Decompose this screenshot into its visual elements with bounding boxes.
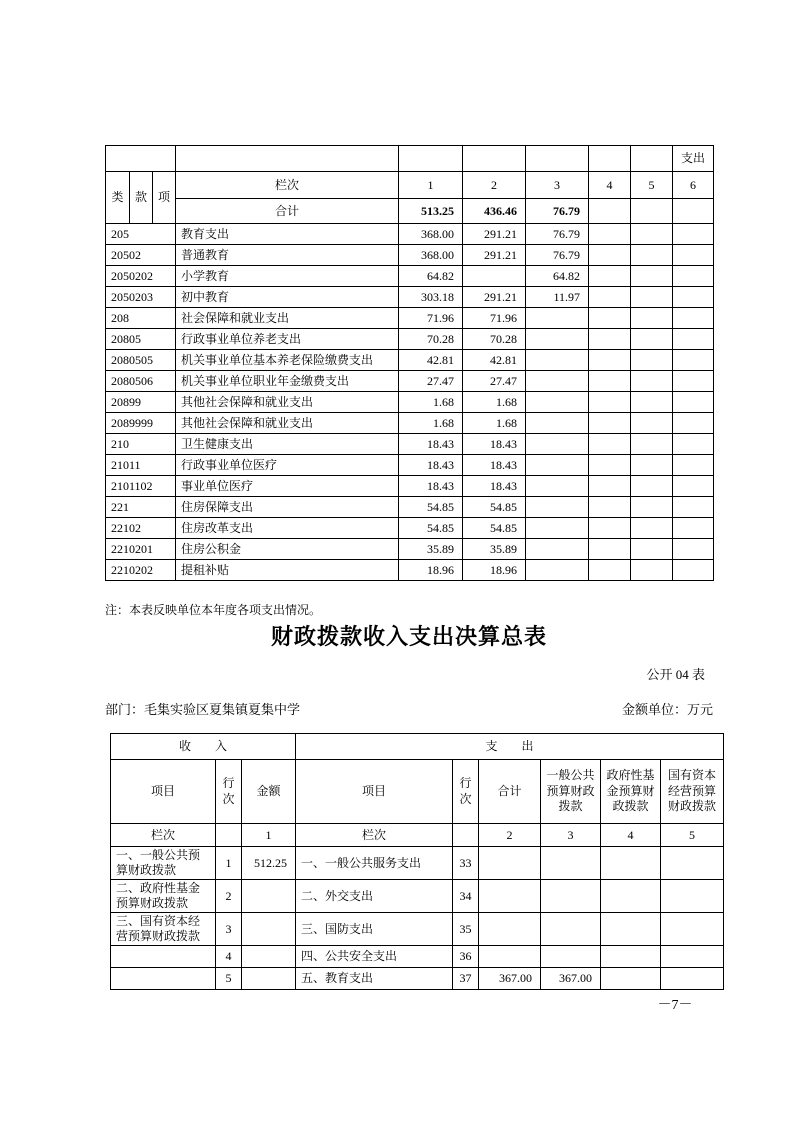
amount-col6-cell (673, 245, 714, 266)
expense-item-cell: 一、一般公共服务支出 (296, 847, 453, 880)
amount-col5-cell (631, 287, 673, 308)
lanci-number: 3 (541, 824, 601, 847)
header-lei: 类 (106, 172, 130, 224)
total-col2: 436.46 (463, 199, 526, 224)
item-code-cell: 221 (106, 497, 176, 518)
amount-col5-cell (631, 392, 673, 413)
lanci-number: 6 (673, 172, 714, 199)
income-amount-cell: 512.25 (242, 847, 296, 880)
amount-col6-cell (673, 308, 714, 329)
gov-fund-cell (601, 946, 661, 968)
doc-label: 公开 04 表 (646, 667, 705, 682)
income-line-cell: 4 (216, 946, 242, 968)
amount-col1-cell: 1.68 (399, 392, 463, 413)
income-item-cell (111, 946, 216, 968)
amount-col3-cell (526, 371, 589, 392)
amount-col6-cell (673, 476, 714, 497)
total-col1: 513.25 (399, 199, 463, 224)
department-line (105, 699, 713, 718)
income-amount-cell (242, 946, 296, 968)
amount-col2-cell: 54.85 (463, 497, 526, 518)
header-gov-fund: 政府性基金预算财政拨款 (601, 760, 661, 824)
amount-col4-cell (589, 245, 631, 266)
table-row (106, 224, 714, 245)
table-row (106, 476, 714, 497)
expense-item-cell: 二、外交支出 (296, 880, 453, 913)
gov-fund-cell (601, 913, 661, 946)
lanci-number: 3 (526, 172, 589, 199)
amount-col2-cell (463, 266, 526, 287)
item-code-cell: 2089999 (106, 413, 176, 434)
table-row (106, 455, 714, 476)
amount-col3-cell (526, 413, 589, 434)
amount-col4-cell (589, 266, 631, 287)
page-number: －7－ (657, 998, 693, 1013)
item-name-cell: 卫生健康支出 (176, 434, 399, 455)
income-item-cell: 三、国有资本经营预算财政拨款 (111, 913, 216, 946)
amount-col1-cell: 64.82 (399, 266, 463, 287)
amount-col6-cell (673, 434, 714, 455)
amount-col6-cell (673, 392, 714, 413)
item-code-cell: 20805 (106, 329, 176, 350)
header-general-budget: 一般公共预算财政拨款 (541, 760, 601, 824)
amount-col6-cell (673, 518, 714, 539)
income-line-cell: 1 (216, 847, 242, 880)
expense-total-cell (479, 847, 541, 880)
amount-col2-cell: 18.43 (463, 455, 526, 476)
amount-col5-cell (631, 455, 673, 476)
income-line-cell: 3 (216, 913, 242, 946)
amount-col2-cell: 18.43 (463, 476, 526, 497)
amount-col3-cell (526, 308, 589, 329)
item-name-cell: 社会保障和就业支出 (176, 308, 399, 329)
amount-col3-cell: 64.82 (526, 266, 589, 287)
expense-item-cell: 四、公共安全支出 (296, 946, 453, 968)
blank-cell (399, 146, 463, 172)
income-line-cell: 5 (216, 968, 242, 990)
unit-label: 金额单位：万元 (621, 702, 713, 717)
gov-fund-cell (601, 880, 661, 913)
state-capital-cell (661, 847, 724, 880)
header-xiang: 项 (153, 172, 176, 224)
item-code-cell: 21011 (106, 455, 176, 476)
table-row (111, 968, 724, 990)
general-budget-cell (541, 880, 601, 913)
amount-col4-cell (589, 539, 631, 560)
item-code-cell: 208 (106, 308, 176, 329)
amount-col2-cell: 70.28 (463, 329, 526, 350)
item-name-cell: 小学教育 (176, 266, 399, 287)
table-row (106, 434, 714, 455)
amount-col2-cell: 35.89 (463, 539, 526, 560)
amount-col3-cell (526, 392, 589, 413)
table-note: 注：本表反映单位本年度各项支出情况。 (105, 603, 322, 617)
amount-col2-cell: 54.85 (463, 518, 526, 539)
table-row (106, 329, 714, 350)
blank-cell (631, 146, 673, 172)
amount-col5-cell (631, 329, 673, 350)
expense-total-cell (479, 880, 541, 913)
item-name-cell: 其他社会保障和就业支出 (176, 392, 399, 413)
expenditure-detail-table (105, 145, 714, 581)
amount-col3-cell: 76.79 (526, 245, 589, 266)
amount-col2-cell: 1.68 (463, 413, 526, 434)
lanci-label: 栏次 (111, 824, 216, 847)
lanci-number: 2 (463, 172, 526, 199)
header-expense-item: 项目 (296, 760, 453, 824)
amount-col1-cell: 54.85 (399, 497, 463, 518)
general-budget-cell (541, 913, 601, 946)
table-row (106, 308, 714, 329)
lanci-number: 4 (589, 172, 631, 199)
table-row (106, 539, 714, 560)
table-row (106, 266, 714, 287)
expense-total-cell (479, 913, 541, 946)
item-name-cell: 其他社会保障和就业支出 (176, 413, 399, 434)
lanci-number: 5 (631, 172, 673, 199)
amount-col4-cell (589, 413, 631, 434)
item-code-cell: 2210202 (106, 560, 176, 581)
amount-col2-cell: 71.96 (463, 308, 526, 329)
amount-col3-cell: 11.97 (526, 287, 589, 308)
amount-col4-cell (589, 350, 631, 371)
item-name-cell: 机关事业单位职业年金缴费支出 (176, 371, 399, 392)
amount-col6-cell (673, 224, 714, 245)
item-name-cell: 行政事业单位养老支出 (176, 329, 399, 350)
total-col3: 76.79 (526, 199, 589, 224)
amount-col1-cell: 368.00 (399, 224, 463, 245)
section-header-row (111, 734, 724, 760)
income-item-cell (111, 968, 216, 990)
amount-col1-cell: 71.96 (399, 308, 463, 329)
amount-col6-cell (673, 266, 714, 287)
item-code-cell: 210 (106, 434, 176, 455)
item-code-cell: 2050202 (106, 266, 176, 287)
amount-col2-cell: 291.21 (463, 287, 526, 308)
amount-col3-cell: 76.79 (526, 224, 589, 245)
amount-col3-cell (526, 350, 589, 371)
amount-col2-cell: 27.47 (463, 371, 526, 392)
table-row (106, 287, 714, 308)
item-code-cell: 2210201 (106, 539, 176, 560)
income-amount-cell (242, 913, 296, 946)
table-row (111, 913, 724, 946)
lanci-row (111, 824, 724, 847)
expense-total-cell: 367.00 (479, 968, 541, 990)
total-row (106, 199, 714, 224)
table-row (106, 371, 714, 392)
amount-col1-cell: 27.47 (399, 371, 463, 392)
table-row (106, 413, 714, 434)
item-code-cell: 20502 (106, 245, 176, 266)
blank-corner-cell (106, 146, 176, 172)
total-col5 (631, 199, 673, 224)
page-title: 财政拨款收入支出决算总表 (270, 624, 547, 649)
item-code-cell: 2080506 (106, 371, 176, 392)
amount-col5-cell (631, 266, 673, 287)
amount-col5-cell (631, 350, 673, 371)
table-row (106, 518, 714, 539)
amount-col6-cell (673, 350, 714, 371)
lanci-blank (216, 824, 242, 847)
lanci-label: 栏次 (296, 824, 453, 847)
item-name-cell: 初中教育 (176, 287, 399, 308)
expense-item-cell: 五、教育支出 (296, 968, 453, 990)
gov-fund-cell (601, 847, 661, 880)
header-income-amount: 金额 (242, 760, 296, 824)
amount-col1-cell: 18.43 (399, 476, 463, 497)
item-name-cell: 住房改革支出 (176, 518, 399, 539)
header-state-capital: 国有资本经营预算财政拨款 (661, 760, 724, 824)
table-row (106, 350, 714, 371)
amount-col3-cell (526, 518, 589, 539)
expense-line-cell: 37 (453, 968, 479, 990)
table-row (106, 245, 714, 266)
amount-col4-cell (589, 455, 631, 476)
amount-col1-cell: 18.43 (399, 434, 463, 455)
amount-col4-cell (589, 287, 631, 308)
item-name-cell: 普通教育 (176, 245, 399, 266)
lanci-number: 5 (661, 824, 724, 847)
amount-col1-cell: 303.18 (399, 287, 463, 308)
header-income-item: 项目 (111, 760, 216, 824)
item-name-cell: 行政事业单位医疗 (176, 455, 399, 476)
item-code-cell: 205 (106, 224, 176, 245)
table-row (106, 392, 714, 413)
income-item-cell: 二、政府性基金预算财政拨款 (111, 880, 216, 913)
table-row (106, 497, 714, 518)
header-lanci: 栏次 (176, 172, 399, 199)
amount-col4-cell (589, 329, 631, 350)
amount-col6-cell (673, 413, 714, 434)
amount-col3-cell (526, 497, 589, 518)
income-item-cell: 一、一般公共预算财政拨款 (111, 847, 216, 880)
expense-line-cell: 33 (453, 847, 479, 880)
expense-section-header: 支 出 (296, 734, 724, 760)
amount-col3-cell (526, 434, 589, 455)
amount-col6-cell (673, 287, 714, 308)
income-amount-cell (242, 968, 296, 990)
table-row (106, 172, 714, 199)
amount-col4-cell (589, 518, 631, 539)
amount-col1-cell: 368.00 (399, 245, 463, 266)
total-col6 (673, 199, 714, 224)
blank-cell (176, 146, 399, 172)
blank-cell (463, 146, 526, 172)
amount-col5-cell (631, 476, 673, 497)
amount-col4-cell (589, 560, 631, 581)
amount-col5-cell (631, 434, 673, 455)
expenditure-corner-label: 支出 (673, 146, 714, 172)
amount-col5-cell (631, 497, 673, 518)
department-name: 部门：毛集实验区夏集镇夏集中学 (105, 702, 301, 717)
amount-col1-cell: 35.89 (399, 539, 463, 560)
amount-col5-cell (631, 371, 673, 392)
lanci-number: 1 (242, 824, 296, 847)
amount-col2-cell: 18.43 (463, 434, 526, 455)
amount-col6-cell (673, 329, 714, 350)
amount-col3-cell (526, 329, 589, 350)
item-name-cell: 教育支出 (176, 224, 399, 245)
amount-col5-cell (631, 413, 673, 434)
amount-col4-cell (589, 476, 631, 497)
amount-col3-cell (526, 539, 589, 560)
item-name-cell: 提租补贴 (176, 560, 399, 581)
amount-col5-cell (631, 518, 673, 539)
total-col4 (589, 199, 631, 224)
amount-col4-cell (589, 308, 631, 329)
amount-col2-cell: 1.68 (463, 392, 526, 413)
lanci-number: 4 (601, 824, 661, 847)
item-code-cell: 22102 (106, 518, 176, 539)
amount-col3-cell (526, 560, 589, 581)
general-budget-cell: 367.00 (541, 968, 601, 990)
state-capital-cell (661, 880, 724, 913)
table-row (111, 880, 724, 913)
amount-col2-cell: 291.21 (463, 245, 526, 266)
blank-cell (589, 146, 631, 172)
expense-line-cell: 34 (453, 880, 479, 913)
state-capital-cell (661, 968, 724, 990)
amount-col5-cell (631, 539, 673, 560)
amount-col5-cell (631, 224, 673, 245)
amount-col1-cell: 18.43 (399, 455, 463, 476)
amount-col6-cell (673, 455, 714, 476)
amount-col3-cell (526, 455, 589, 476)
expense-total-cell (479, 946, 541, 968)
amount-col6-cell (673, 371, 714, 392)
amount-col6-cell (673, 560, 714, 581)
table-row (106, 560, 714, 581)
column-header-row (111, 760, 724, 824)
amount-col1-cell: 70.28 (399, 329, 463, 350)
item-name-cell: 机关事业单位基本养老保险缴费支出 (176, 350, 399, 371)
item-name-cell: 住房公积金 (176, 539, 399, 560)
header-kuan: 款 (130, 172, 153, 224)
item-code-cell: 2080505 (106, 350, 176, 371)
amount-col5-cell (631, 245, 673, 266)
amount-col2-cell: 18.96 (463, 560, 526, 581)
state-capital-cell (661, 946, 724, 968)
amount-col1-cell: 42.81 (399, 350, 463, 371)
amount-col2-cell: 42.81 (463, 350, 526, 371)
expense-item-cell: 三、国防支出 (296, 913, 453, 946)
amount-col4-cell (589, 497, 631, 518)
amount-col4-cell (589, 224, 631, 245)
amount-col1-cell: 54.85 (399, 518, 463, 539)
gov-fund-cell (601, 968, 661, 990)
amount-col6-cell (673, 539, 714, 560)
table-row (111, 946, 724, 968)
header-total: 合计 (479, 760, 541, 824)
item-code-cell: 20899 (106, 392, 176, 413)
table-row (106, 146, 714, 172)
item-name-cell: 住房保障支出 (176, 497, 399, 518)
amount-col1-cell: 18.96 (399, 560, 463, 581)
amount-col4-cell (589, 371, 631, 392)
lanci-number: 1 (399, 172, 463, 199)
header-heji: 合计 (176, 199, 399, 224)
income-section-header: 收 入 (111, 734, 296, 760)
lanci-number: 2 (479, 824, 541, 847)
item-code-cell: 2101102 (106, 476, 176, 497)
item-name-cell: 事业单位医疗 (176, 476, 399, 497)
state-capital-cell (661, 913, 724, 946)
amount-col4-cell (589, 434, 631, 455)
lanci-blank (453, 824, 479, 847)
amount-col5-cell (631, 308, 673, 329)
blank-cell (526, 146, 589, 172)
general-budget-cell (541, 847, 601, 880)
amount-col4-cell (589, 392, 631, 413)
amount-col6-cell (673, 497, 714, 518)
expense-line-cell: 36 (453, 946, 479, 968)
table-row (111, 847, 724, 880)
expense-line-cell: 35 (453, 913, 479, 946)
amount-col1-cell: 1.68 (399, 413, 463, 434)
amount-col5-cell (631, 560, 673, 581)
income-line-cell: 2 (216, 880, 242, 913)
amount-col3-cell (526, 476, 589, 497)
fiscal-summary-table (110, 733, 724, 990)
header-expense-line: 行次 (453, 760, 479, 824)
header-income-line: 行次 (216, 760, 242, 824)
income-amount-cell (242, 880, 296, 913)
amount-col2-cell: 291.21 (463, 224, 526, 245)
item-code-cell: 2050203 (106, 287, 176, 308)
general-budget-cell (541, 946, 601, 968)
